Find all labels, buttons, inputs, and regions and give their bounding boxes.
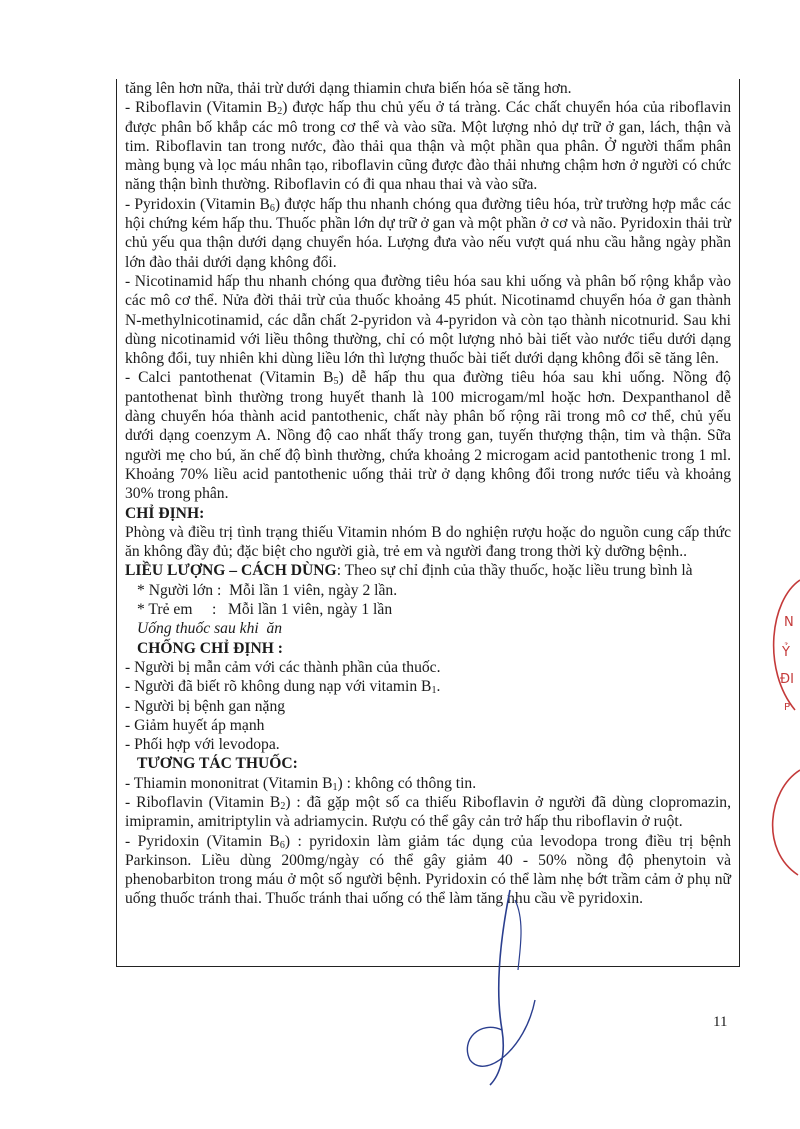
- paragraph: tăng lên hơn nữa, thải trừ dưới dạng thiamin chưa biến hóa sẽ tăng hơn.: [125, 80, 572, 97]
- paragraph: - Riboflavin (Vitamin $B_2$) được hấp thu chủ yếu ở tá tràng. Các chất chuyển hóa của riboflavin được phân bố khắp các mô trong cơ thể và vào sữa. Một lượng nhỏ dự trữ ở gan, lách, thận và tim. Riboflavin tan trong nước, đào thải qua thận và một phần qua phân. Ở người thẩm phân màng bụng và lọc máu nhân tạo, riboflavin cũng được đào thải nhưng chậm hơn ở người có chức năng thận bình thường. Riboflavin có đi qua nhau thai và vào sữa.: [125, 99, 731, 194]
- paragraph: - Pyridoxin (Vitamin $B_6$) : pyridoxin làm giảm tác dụng của levodopa trong điều trị bệnh Parkinson. Liều dùng 200mg/ngày có thể gây giảm 40 - 50% nồng độ phenytoin và phenobarbiton trong máu ở một số người bệnh. Pyridoxin có thể làm nhẹ bớt trầm cảm ở phụ nữ uống thuốc tránh thai. Thuốc tránh thai uống có thể làm tăng nhu cầu về pyridoxin.: [125, 832, 731, 908]
- stamp-letter: Ỷ: [782, 645, 790, 660]
- section-heading: CHỐNG CHỈ ĐỊNH :: [137, 639, 283, 657]
- paragraph: - Người bị bệnh gan nặng: [125, 697, 286, 715]
- paragraph: - Người đã biết rõ không dung nạp với vitamin $B_1$.: [125, 678, 441, 697]
- paragraph: - Phối hợp với levodopa.: [125, 736, 280, 754]
- paragraph: - Riboflavin (Vitamin $B_2$) : đã gặp một số ca thiếu Riboflavin ở người đã dùng clopromazin, imipramin, amitriptylin và adriamycin. Rượu có thể gây cản trở hấp thu riboflavin ở ruột.: [125, 793, 731, 831]
- paragraph: - Thiamin mononitrat (Vitamin $B_1$) : không có thông tin.: [125, 774, 477, 793]
- paragraph: * Trẻ em : Mỗi lần 1 viên, ngày 1 lần: [137, 601, 393, 619]
- signature-mark: [440, 880, 560, 1090]
- section-heading: TƯƠNG TÁC THUỐC:: [137, 755, 298, 773]
- paragraph: - Người bị mẫn cảm với các thành phần của thuốc.: [125, 658, 441, 676]
- red-stamp-fragment: [740, 560, 800, 880]
- document-body: [116, 79, 740, 967]
- stamp-letter: ĐI: [780, 672, 794, 687]
- paragraph: Uống thuốc sau khi ăn: [137, 620, 283, 638]
- paragraph: * Người lớn : Mỗi lần 1 viên, ngày 2 lần.: [137, 581, 398, 599]
- stamp-letter: P: [784, 702, 791, 713]
- paragraph: Phòng và điều trị tình trạng thiếu Vitamin nhóm B do nghiện rượu hoặc do nguồn cung cấp thức ăn không đầy đủ; đặc biệt cho người già, trẻ em và người đang trong thời kỳ dưỡng bệnh..: [125, 523, 731, 561]
- paragraph: - Calci pantothenat (Vitamin $B_5$) dễ hấp thu qua đường tiêu hóa sau khi uống. Nồng độ pantothenat bình thường trong huyết thanh là 100 microgam/ml hoặc hơn. Dexpanthanol dễ dàng chuyển hóa thành acid pantothenic, chất này phân bố rộng rãi trong mô cơ thể, chủ yếu dưới dạng coenzym A. Nồng độ cao nhất thấy trong gan, tuyến thượng thận, tim và thận. Sữa người mẹ cho bú, ăn chế độ bình thường, chứa khoảng 2 microgam acid pantothenic trong 1 ml. Khoảng 70% liều acid pantothenic uống thải trừ ở dạng không đổi trong nước tiểu và khoảng 30% trong phân.: [125, 369, 731, 503]
- paragraph: - Nicotinamid hấp thu nhanh chóng qua đường tiêu hóa sau khi uống và phân bố rộng khắp vào các mô cơ thể. Nửa đời thải trừ của thuốc khoảng 45 phút. Nicotinamd chuyển hóa ở gan thành N-methylnicotinamid, các dẫn chất 2-pyridon và 4-pyridon và còn tạo thành nicotnurid. Sau khi dùng nicotinamid với liều thông thường, chỉ có một lượng nhỏ bài tiết vào nước tiểu dưới dạng không đổi, tuy nhiên khi dùng liều lớn thì lượng thuốc bài tiết dưới dạng không đổi sẽ tăng lên.: [125, 272, 731, 368]
- paragraph: LIỀU LƯỢNG – CÁCH DÙNG: Theo sự chỉ định của thầy thuốc, hoặc liều trung bình là: [125, 562, 693, 580]
- stamp-letter: N: [784, 615, 794, 630]
- paragraph: - Pyridoxin (Vitamin $B_6$) được hấp thu nhanh chóng qua đường tiêu hóa, trừ trường hợp mắc các hội chứng kém hấp thu. Thuốc phần lớn dự trữ ở gan và một phần ở cơ và não. Pyridoxin thải trừ chủ yếu qua thận dưới dạng chuyển hóa. Lượng đưa vào nếu vượt quá nhu cầu hằng ngày phần lớn đào thải dưới dạng không đổi.: [125, 195, 731, 271]
- paragraph: - Giảm huyết áp mạnh: [125, 716, 265, 734]
- page-number: 11: [713, 1014, 728, 1030]
- section-heading: CHỈ ĐỊNH:: [125, 504, 205, 522]
